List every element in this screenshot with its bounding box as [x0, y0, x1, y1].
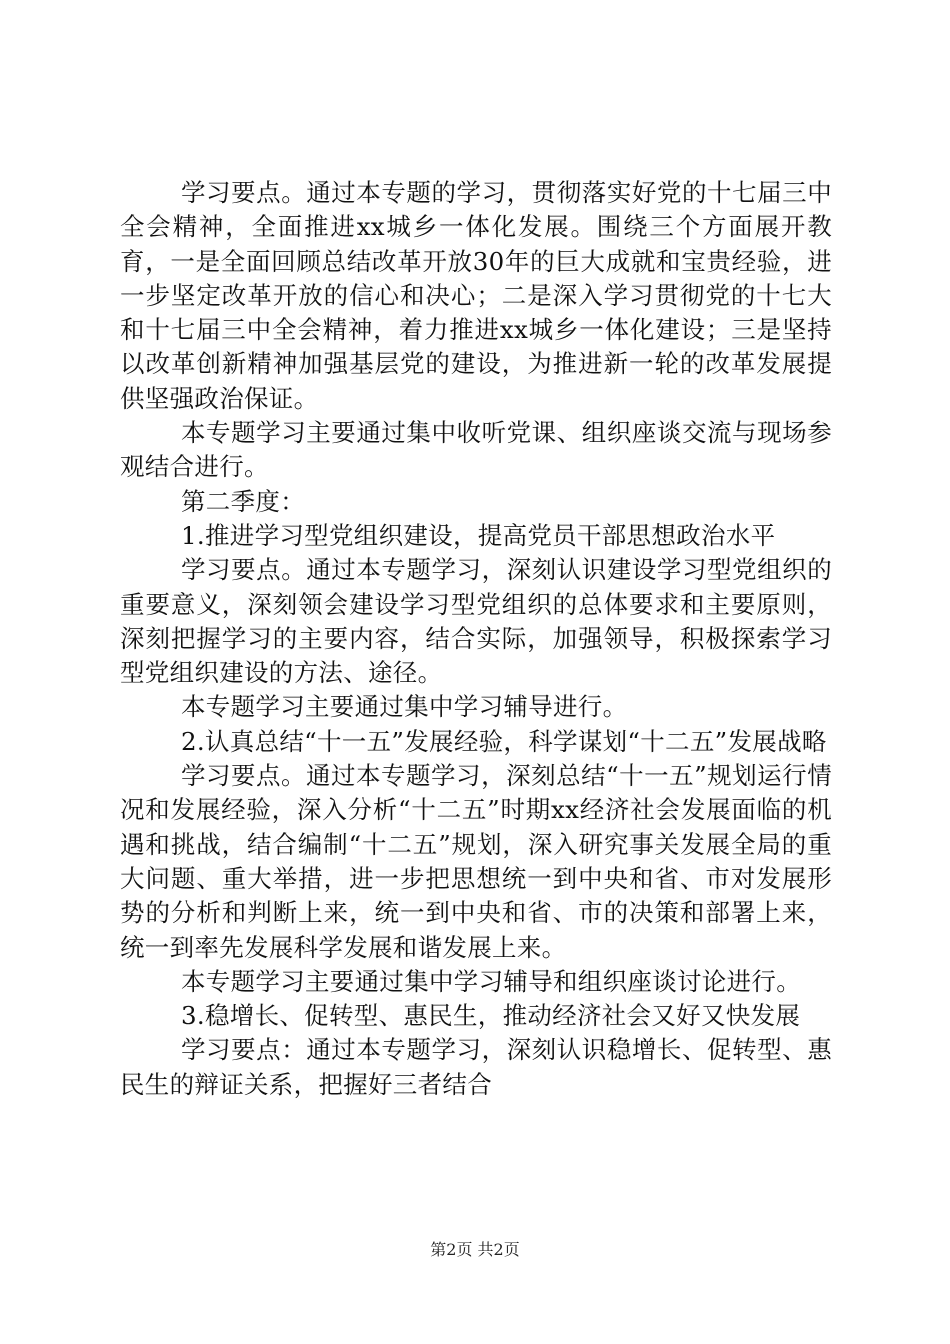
paragraph-topic-1-title: 1.推进学习型党组织建设，提高党员干部思想政治水平 [181, 520, 776, 550]
page-number-footer: 第2页 共2页 [430, 1240, 520, 1259]
paragraph-topic-2-method: 本专题学习主要通过集中学习辅导和组织座谈讨论进行。 [181, 966, 801, 996]
paragraph-topic-1-method: 本专题学习主要通过集中学习辅导进行。 [181, 692, 628, 722]
paragraph-second-quarter-heading: 第二季度： [181, 486, 305, 516]
paragraph-topic-1-points: 学习要点。通过本专题学习，深刻认识建设学习型党组织的重要意义，深刻领会建设学习型党组织的总体要求和主要原则，深刻把握学习的主要内容，结合实际，加强领导，积极探索学习型党组织建设的方法、途径。 [120, 555, 832, 688]
paragraph-topic-2-points: 学习要点。通过本专题学习，深刻总结“十一五”规划运行情况和发展经验，深入分析“十二五”时期xx经济社会发展面临的机遇和挑战，结合编制“十二五”规划，深入研究事关发展全局的重大问题、重大举措，进一步把思想统一到中央和省、市对发展形势的分析和判断上来，统一到中央和省、市的决策和部署上来，统一到率先发展科学发展和谐发展上来。 [120, 761, 832, 962]
paragraph-study-points-intro: 学习要点。通过本专题的学习，贯彻落实好党的十七届三中全会精神，全面推进xx城乡一体化发展。围绕三个方面展开教育，一是全面回顾总结改革开放30年的巨大成就和宝贵经验，进一步坚定改革开放的信心和决心；二是深入学习贯彻党的十七大和十七届三中全会精神，着力推进xx城乡一体化建设；三是坚持以改革创新精神加强基层党的建设，为推进新一轮的改革发展提供坚强政治保证。 [120, 178, 832, 413]
document-body [120, 176, 832, 1102]
paragraph-study-method-1: 本专题学习主要通过集中收听党课、组织座谈交流与现场参观结合进行。 [120, 418, 832, 482]
paragraph-topic-3-title: 3.稳增长、促转型、惠民生，推动经济社会又好又快发展 [181, 1001, 801, 1031]
paragraph-topic-2-title: 2.认真总结“十一五”发展经验，科学谋划“十二五”发展战略 [181, 726, 827, 756]
paragraph-topic-3-points: 学习要点：通过本专题学习，深刻认识稳增长、促转型、惠民生的辩证关系，把握好三者结合 [120, 1035, 832, 1099]
